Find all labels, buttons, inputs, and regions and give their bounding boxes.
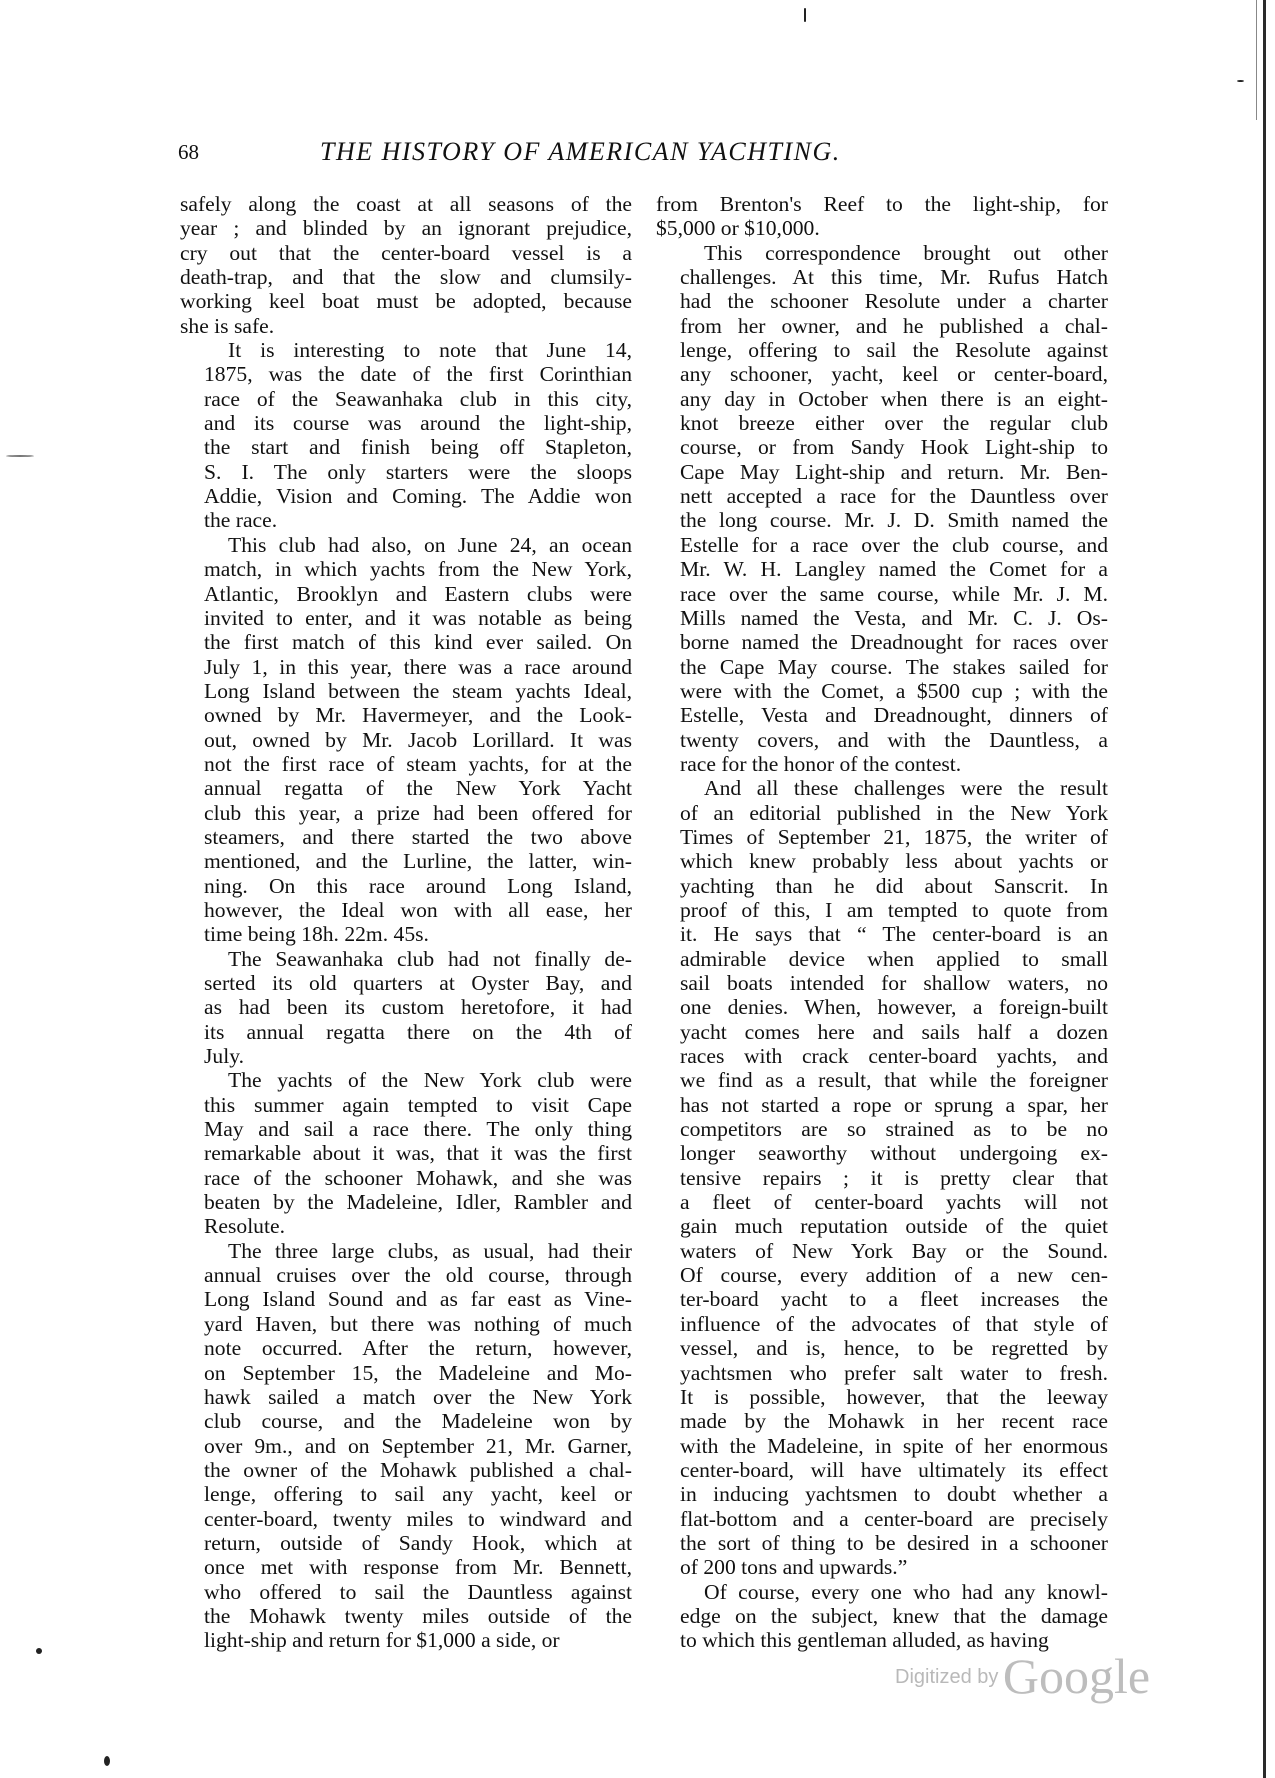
text-line: Times of September 21, 1875, the writer of: [680, 824, 1108, 849]
text-line: one denies. When, however, a foreign-built: [680, 995, 1108, 1020]
text-line: This club had also, on June 24, an ocean: [228, 532, 632, 557]
text-line: Addie, Vision and Coming. The Addie won: [204, 484, 632, 509]
text-line: mentioned, and the Lurline, the latter, win-: [204, 849, 632, 874]
right-text-column: [656, 192, 1108, 1653]
text-line: May and sail a race there. The only thing: [204, 1117, 632, 1142]
text-line: races with crack center-board yachts, and: [680, 1044, 1108, 1069]
text-line: nett accepted a race for the Dauntless over: [680, 484, 1108, 509]
text-line: hawk sailed a match over the New York: [204, 1384, 632, 1409]
text-line: ter-board yacht to a fleet increases the: [680, 1287, 1108, 1312]
text-line: Resolute.: [204, 1214, 285, 1239]
text-line: challenges. At this time, Mr. Rufus Hatch: [680, 265, 1108, 290]
text-line: a fleet of center-board yachts will not: [680, 1190, 1108, 1215]
text-line: had the schooner Resolute under a charter: [680, 289, 1108, 314]
text-line: twenty covers, and with the Dauntless, a: [680, 727, 1108, 752]
text-line: Atlantic, Brooklyn and Eastern clubs were: [204, 581, 632, 606]
page-edge-line: [1256, 0, 1257, 120]
text-line: with the Madeleine, in spite of her enormous: [680, 1433, 1108, 1458]
text-line: she is safe.: [180, 313, 275, 338]
text-line: gain much reputation outside of the quiet: [680, 1214, 1108, 1239]
text-line: serted its old quarters at Oyster Bay, and: [204, 971, 632, 995]
text-line: 1875, was the date of the first Corinthian: [204, 362, 632, 387]
text-line: of 200 tons and upwards.”: [680, 1555, 908, 1580]
text-line: yard Haven, but there was nothing of much: [204, 1311, 632, 1336]
text-line: influence of the advocates of that style of: [680, 1311, 1108, 1336]
text-line: as had been its custom heretofore, it had: [204, 995, 632, 1020]
scan-speck: [104, 1756, 110, 1766]
text-line: The yachts of the New York club were: [228, 1068, 632, 1093]
paragraph: [180, 947, 632, 1069]
text-line: however, the Ideal won with all ease, her: [204, 897, 632, 922]
text-line: course, or from Sandy Hook Light-ship to: [680, 435, 1108, 460]
page-header: [178, 137, 1110, 174]
text-line: of an editorial published in the New York: [680, 800, 1108, 825]
text-line: vessel, and is, hence, to be regretted by: [680, 1336, 1108, 1361]
text-line: $5,000 or $10,000.: [656, 216, 820, 241]
text-line: the start and finish being off Stapleton,: [204, 435, 632, 460]
text-line: to which this gentleman alluded, as having: [680, 1628, 1049, 1653]
text-line: match, in which yachts from the New York,: [204, 557, 632, 582]
text-line: Mr. W. H. Langley named the Comet for a: [680, 557, 1108, 582]
text-line: The Seawanhaka club had not finally de-: [228, 946, 632, 971]
text-line: Of course, every one who had any knowl-: [704, 1579, 1108, 1604]
paragraph: [180, 192, 632, 338]
text-line: any schooner, yacht, keel or center-board,: [680, 362, 1108, 387]
scan-speck: [804, 8, 806, 22]
text-line: were with the Comet, a $500 cup ; with the: [680, 678, 1108, 703]
text-line: center-board, twenty miles to windward and: [204, 1506, 632, 1531]
text-line: edge on the subject, knew that the damage: [680, 1603, 1108, 1628]
text-line: Of course, every addition of a new cen-: [680, 1263, 1108, 1288]
google-logo: Google: [1002, 1648, 1151, 1704]
text-line: from her owner, and he published a chal-: [680, 313, 1108, 338]
text-line: lenge, offering to sail any yacht, keel or: [204, 1482, 632, 1507]
text-line: who offered to sail the Dauntless against: [204, 1579, 632, 1604]
scan-speck: [1237, 80, 1244, 82]
paragraph: [656, 1580, 1108, 1653]
scan-speck: [36, 1648, 42, 1654]
watermark-prefix: Digitized by: [895, 1666, 999, 1688]
text-line: the race.: [204, 508, 278, 533]
text-line: has not started a rope or sprung a spar, her: [680, 1092, 1108, 1117]
text-line: beaten by the Madeleine, Idler, Rambler and: [204, 1190, 632, 1215]
text-line: owned by Mr. Havermeyer, and the Look-: [204, 703, 632, 728]
text-line: tensive repairs ; it is pretty clear that: [680, 1165, 1108, 1190]
text-line: remarkable about it was, that it was the first: [204, 1141, 632, 1166]
text-line: death-trap, and that the slow and clumsily-: [180, 265, 632, 290]
text-line: S. I. The only starters were the sloops: [204, 459, 632, 484]
text-line: lenge, offering to sail the Resolute against: [680, 338, 1108, 363]
text-line: which knew probably less about yachts or: [680, 849, 1108, 874]
paragraph: [180, 1239, 632, 1653]
text-line: light-ship and return for $1,000 a side, or: [204, 1628, 560, 1653]
text-line: proof of this, I am tempted to quote from: [680, 897, 1108, 922]
text-line: the Cape May course. The stakes sailed for: [680, 654, 1108, 679]
text-line: not the first race of steam yachts, for at the: [204, 751, 632, 776]
text-line: this summer again tempted to visit Cape: [204, 1092, 632, 1117]
text-line: out, owned by Mr. Jacob Lorillard. It was: [204, 727, 632, 752]
text-line: and its course was around the light-ship,: [204, 411, 632, 436]
text-line: ning. On this race around Long Island,: [204, 873, 632, 898]
paragraph: [180, 533, 632, 947]
paragraph: [180, 1068, 632, 1238]
text-line: center-board, will have ultimately its effect: [680, 1457, 1108, 1482]
text-line: the first match of this kind ever sailed. On: [204, 630, 632, 655]
text-line: we find as a result, that while the foreigner: [680, 1068, 1108, 1093]
text-line: race of the Seawanhaka club in this city,: [204, 386, 632, 411]
text-line: Cape May Light-ship and return. Mr. Ben-: [680, 459, 1108, 484]
text-line: It is interesting to note that June 14,: [228, 338, 632, 363]
text-line: the Mohawk twenty miles outside of the: [204, 1603, 632, 1628]
text-line: cry out that the center-board vessel is a: [180, 240, 632, 265]
text-line: it. He says that “ The center-board is an: [680, 922, 1108, 947]
text-line: July 1, in this year, there was a race around: [204, 654, 632, 679]
text-line: knot breeze either over the regular club: [680, 411, 1108, 436]
text-line: year ; and blinded by an ignorant prejudice,: [180, 216, 632, 241]
text-line: Mills named the Vesta, and Mr. C. J. Os-: [680, 605, 1108, 630]
text-line: longer seaworthy without undergoing ex-: [680, 1141, 1108, 1166]
left-text-column: [180, 192, 632, 1653]
text-line: working keel boat must be adopted, because: [180, 289, 632, 314]
text-line: It is possible, however, that the leeway: [680, 1384, 1108, 1409]
text-line: the long course. Mr. J. D. Smith named the: [680, 508, 1108, 533]
paragraph: [656, 776, 1108, 1579]
text-line: invited to enter, and it was notable as being: [204, 605, 632, 630]
text-line: flat-bottom and a center-board are precisely: [680, 1506, 1108, 1531]
text-line: borne named the Dreadnought for races over: [680, 630, 1108, 655]
text-line: the owner of the Mohawk published a chal-: [204, 1457, 632, 1482]
text-line: club course, and the Madeleine won by: [204, 1409, 632, 1434]
page-edge-shadow: [1263, 0, 1266, 1778]
text-line: yachtsmen who prefer salt water to fresh.: [680, 1360, 1108, 1385]
text-line: in inducing yachtsmen to doubt whether a: [680, 1482, 1108, 1507]
paragraph: [656, 241, 1108, 777]
text-line: waters of New York Bay or the Sound.: [680, 1238, 1108, 1263]
text-line: any day in October when there is an eight-: [680, 386, 1108, 411]
text-line: on September 15, the Madeleine and Mo-: [204, 1360, 632, 1385]
running-title: THE HISTORY OF AMERICAN YACHTING.: [320, 137, 841, 166]
text-line: admirable device when applied to small: [680, 946, 1108, 971]
text-line: Long Island Sound and as far east as Vine-: [204, 1287, 632, 1312]
text-line: This correspondence brought out other: [704, 240, 1108, 265]
text-line: steamers, and there started the two above: [204, 824, 632, 849]
text-line: The three large clubs, as usual, had their: [228, 1238, 632, 1263]
text-line: once met with response from Mr. Bennett,: [204, 1555, 632, 1580]
digitized-watermark: [895, 1647, 1150, 1705]
text-line: yachting than he did about Sanscrit. In: [680, 873, 1108, 898]
text-line: made by the Mohawk in her recent race: [680, 1409, 1108, 1434]
text-line: the sort of thing to be desired in a schooner: [680, 1530, 1108, 1555]
text-line: competitors are so strained as to be no: [680, 1117, 1108, 1142]
paragraph: [180, 338, 632, 533]
scan-speck: [6, 455, 34, 457]
text-line: safely along the coast at all seasons of the: [180, 192, 632, 216]
text-line: yacht comes here and sails half a dozen: [680, 1019, 1108, 1044]
page-number: 68: [178, 140, 199, 164]
text-line: from Brenton's Reef to the light-ship, for: [656, 192, 1108, 216]
text-line: Long Island between the steam yachts Ideal,: [204, 678, 632, 703]
text-line: Estelle, Vesta and Dreadnought, dinners of: [680, 703, 1108, 728]
text-line: time being 18h. 22m. 45s.: [204, 922, 429, 947]
paragraph: [656, 192, 1108, 241]
text-line: race for the honor of the contest.: [680, 751, 962, 776]
text-line: race over the same course, while Mr. J. M.: [680, 581, 1108, 606]
text-line: annual regatta of the New York Yacht: [204, 776, 632, 801]
text-line: club this year, a prize had been offered for: [204, 800, 632, 825]
text-line: return, outside of Sandy Hook, which at: [204, 1530, 632, 1555]
text-line: annual cruises over the old course, through: [204, 1263, 632, 1288]
text-line: race of the schooner Mohawk, and she was: [204, 1165, 632, 1190]
text-line: July.: [204, 1044, 244, 1069]
text-line: And all these challenges were the result: [704, 776, 1108, 801]
text-line: note occurred. After the return, however,: [204, 1336, 632, 1361]
text-line: over 9m., and on September 21, Mr. Garner,: [204, 1433, 632, 1458]
text-line: Estelle for a race over the club course, and: [680, 532, 1108, 557]
text-line: sail boats intended for shallow waters, no: [680, 971, 1108, 995]
text-line: its annual regatta there on the 4th of: [204, 1019, 632, 1044]
